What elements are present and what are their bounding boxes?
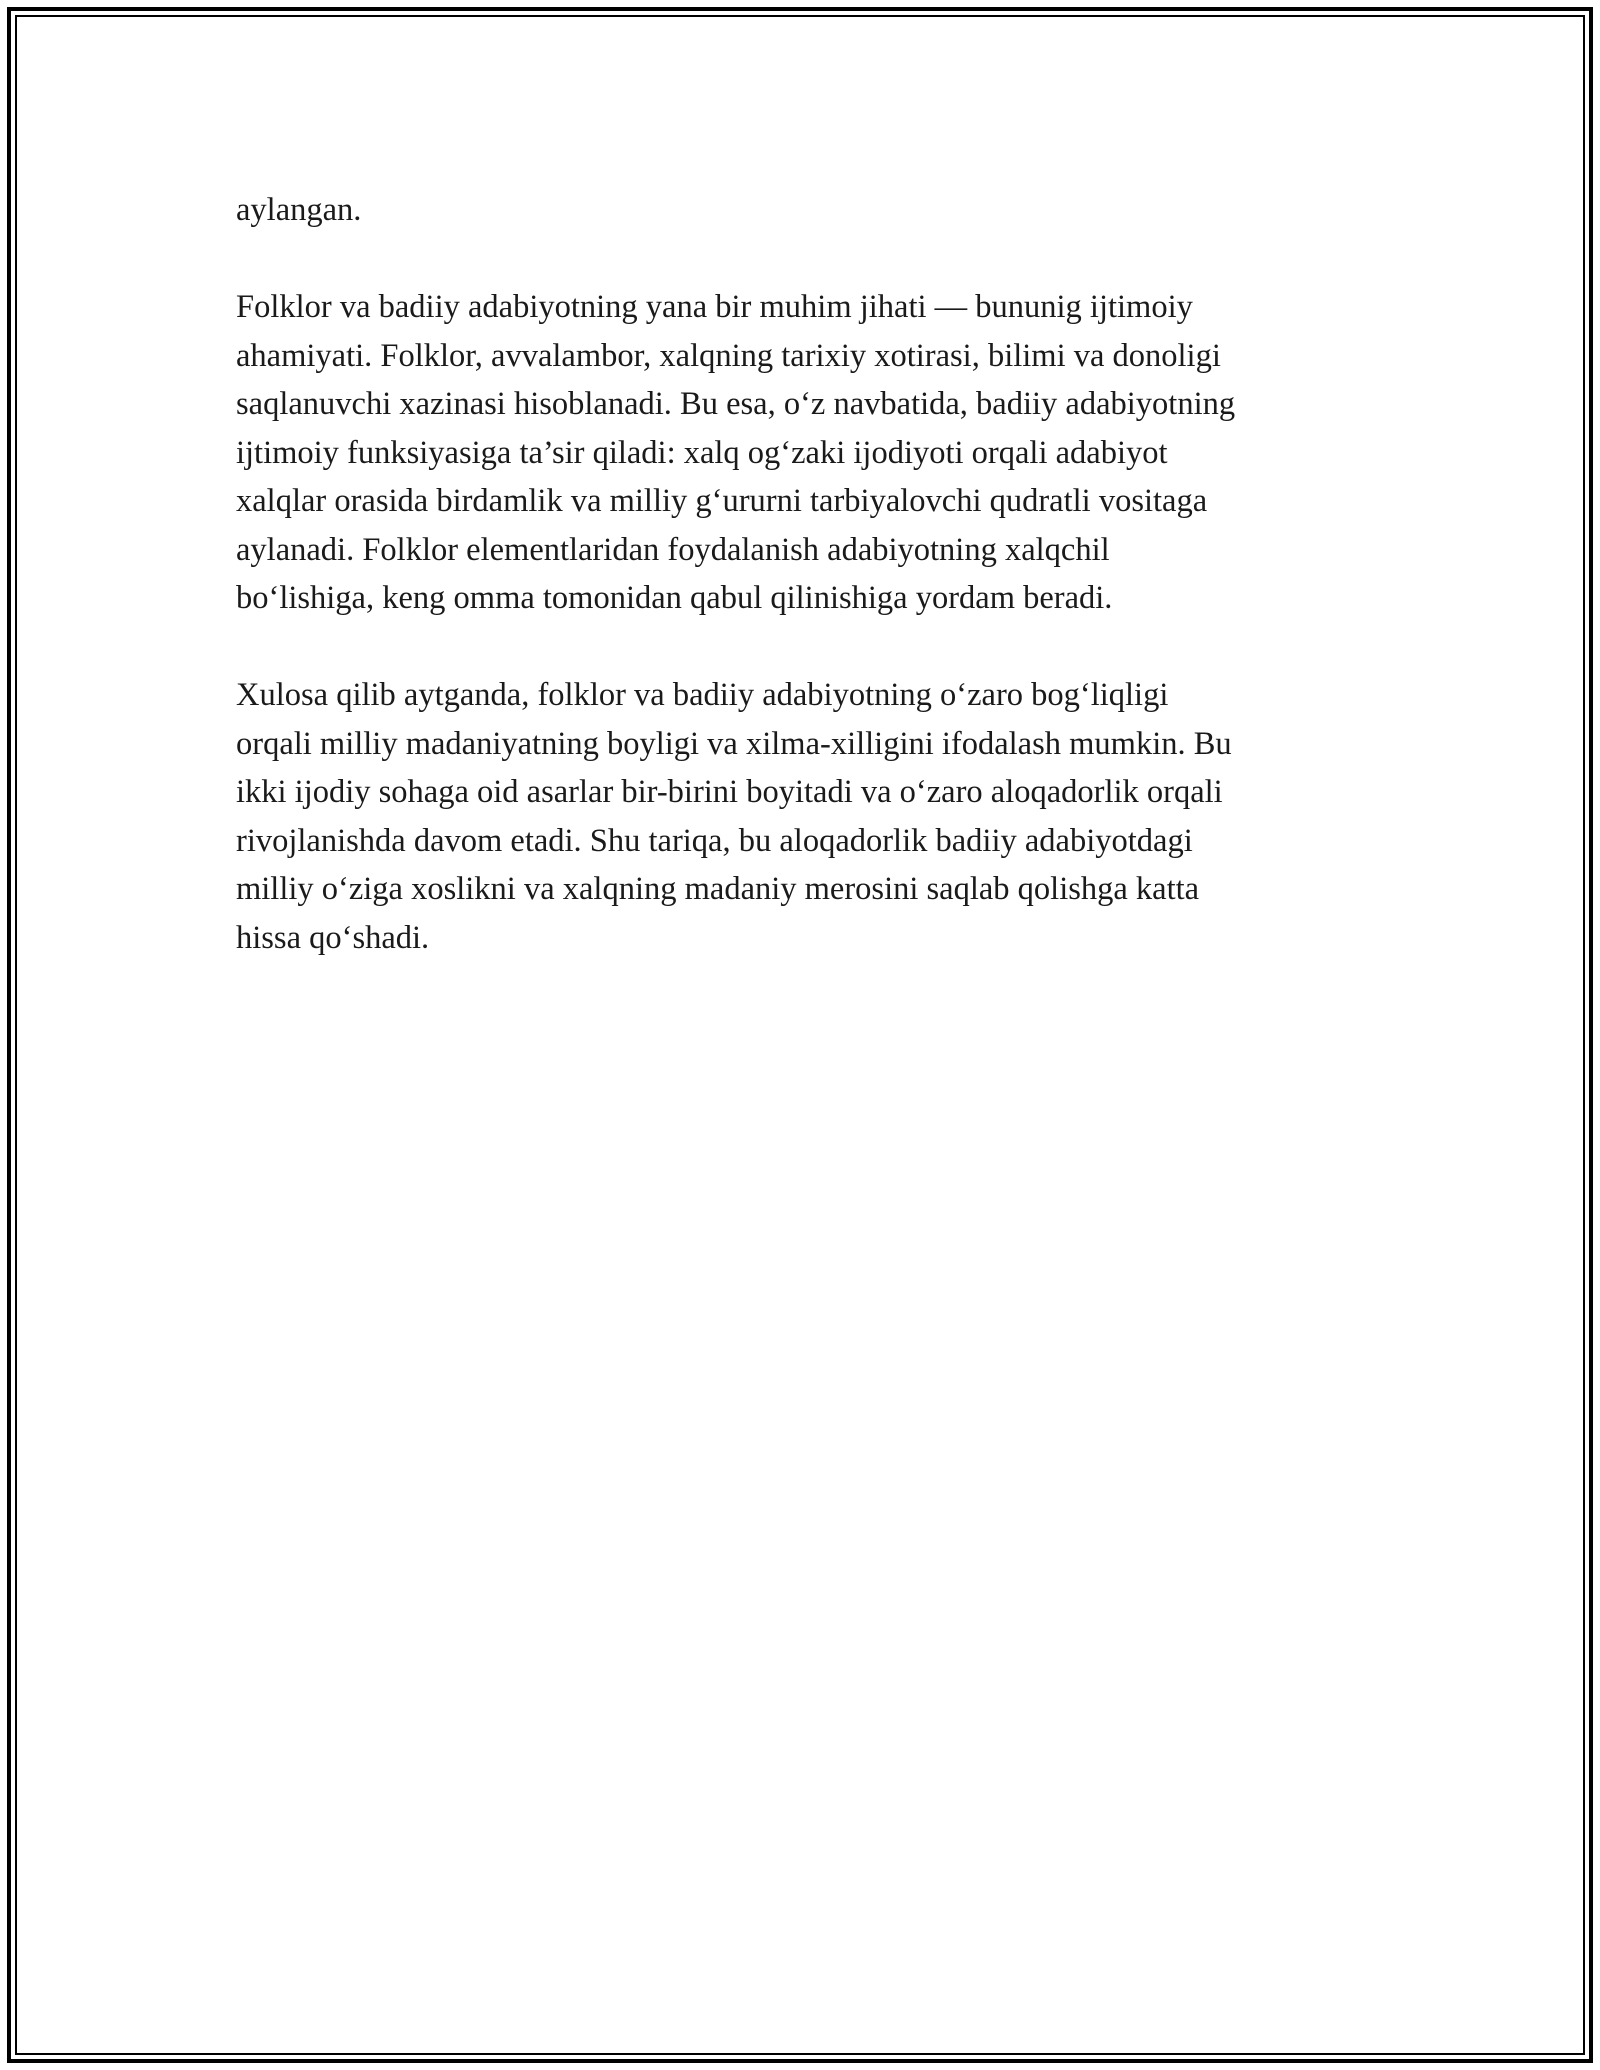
paragraph-social-significance: Folklor va badiiy adabiyotning yana bir muhim jihati — bununig ijtimoiy ahamiyati. Folklor, avvalambor, xalqning tarixiy xotirasi, bilimi va donoligi saqlanuvchi xazinasi hisoblanadi. Bu esa, o‘z navbatida, badiiy adabiyotning ijtimoiy funksiyasiga ta’sir qiladi: xalq og‘zaki ijodiyoti orqali adabiyot xalqlar orasida birdamlik va milliy g‘ururni tarbiyalovchi qudratli vositaga aylanadi. Folklor elementlaridan foydalanish adabiyotning xalqchil bo‘lishiga, keng omma tomonidan qabul qilinishiga yordam beradi.	[236, 289, 1236, 616]
paragraph-continuation: aylangan.	[236, 192, 362, 228]
paragraph-conclusion: Xulosa qilib aytganda, folklor va badiiy adabiyotning o‘zaro bog‘liqligi orqali milliy madaniyatning boyligi va xilma-xilligini ifodalash mumkin. Bu ikki ijodiy sohaga oid asarlar bir-birini boyitadi va o‘zaro aloqadorlik orqali rivojlanishda davom etadi. Shu tariqa, bu aloqadorlik badiiy adabiyotdagi milliy o‘ziga xoslikni va xalqning madaniy merosini saqlab qolishga katta hissa qo‘shadi.	[236, 677, 1232, 956]
document-body	[236, 186, 1376, 1011]
